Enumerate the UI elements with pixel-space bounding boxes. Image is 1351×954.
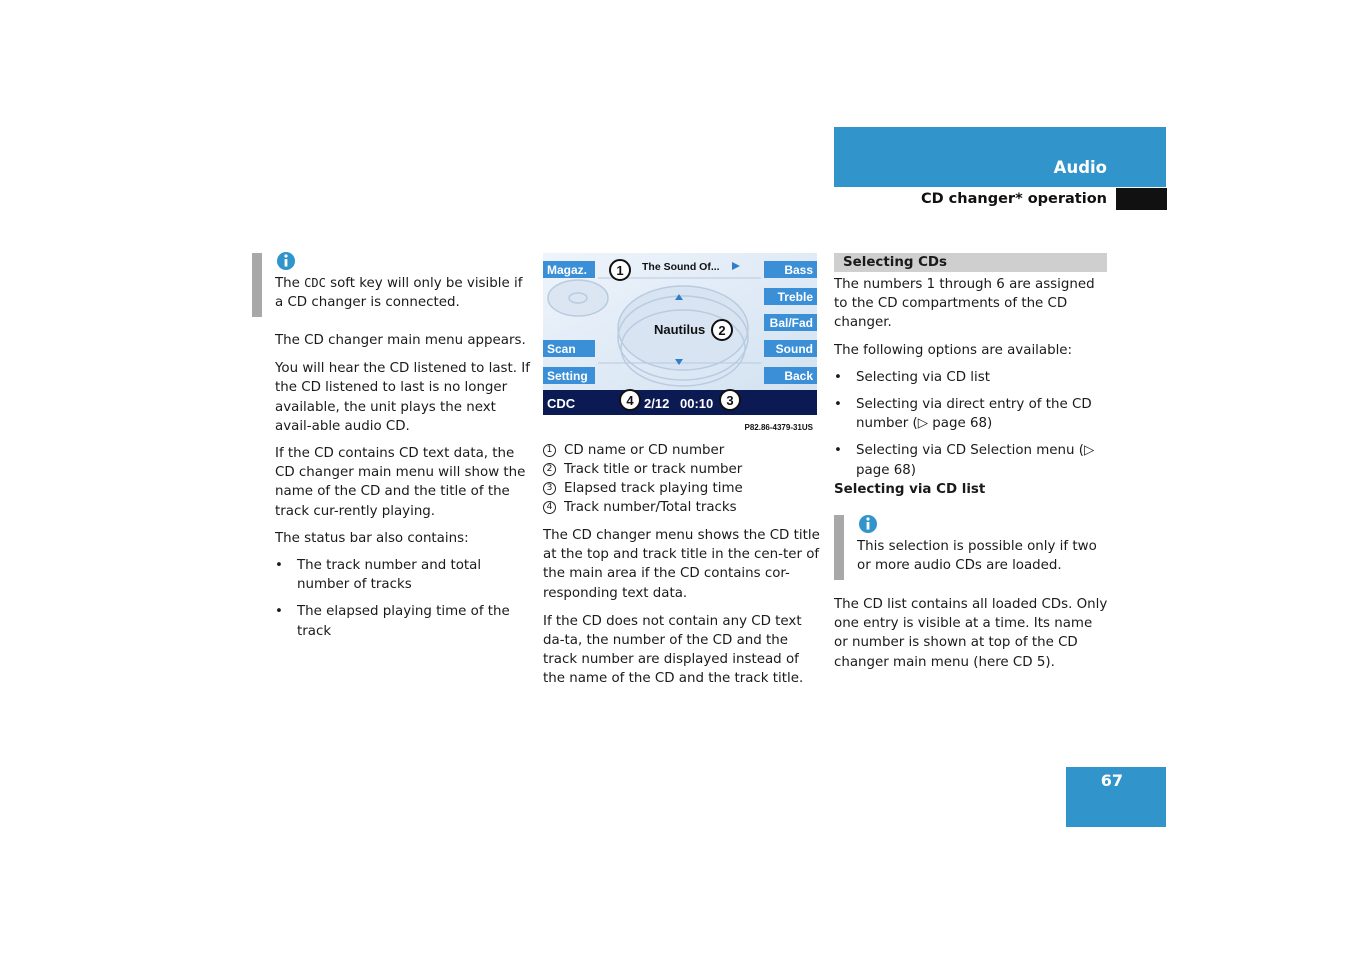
column-1-body <box>275 331 530 649</box>
header-marker <box>1116 188 1167 210</box>
callout-number: 2 <box>718 323 726 338</box>
legend-item <box>543 479 821 498</box>
legend-text: Track number/Total tracks <box>564 499 737 515</box>
info-bar <box>834 515 844 580</box>
callout-2 <box>712 320 732 340</box>
info-bar <box>252 253 262 317</box>
cd-title: The Sound Of... <box>642 261 720 273</box>
list-item: • Selecting via CD Selection menu (▷ page 68) <box>834 441 1110 479</box>
elapsed-time: 00:10 <box>680 396 714 411</box>
softkey-label: Treble <box>777 290 813 304</box>
legend-text: CD name or CD number <box>564 442 725 458</box>
paragraph: If the CD contains CD text data, the CD changer main menu will show the name of the CD and the title of the track cur-rently playing. <box>275 446 526 519</box>
softkey-label: Sound <box>775 342 813 356</box>
paragraph: You will hear the CD listened to last. If the CD listened to last is no longer available, the unit plays the next avail-able audio CD. <box>275 361 530 434</box>
legend-number: 4 <box>543 501 556 514</box>
paragraph: If the CD does not contain any CD text da-ta, the number of the CD and the track number are displayed instead of the name of the CD and the track title. <box>543 613 804 687</box>
paragraph: The CD changer main menu appears. <box>275 333 526 348</box>
info-icon <box>276 251 296 271</box>
subsection-title: CD changer* operation <box>920 191 1107 207</box>
info-icon <box>858 514 878 534</box>
status-label: CDC <box>547 396 576 411</box>
softkey-label: Back <box>784 369 813 383</box>
legend-text: Track title or track number <box>564 461 743 477</box>
paragraph: The CD list contains all loaded CDs. Only one entry is visible at a time. Its name or number is shown at top of the CD changer main menu (here CD 5). <box>834 597 1108 670</box>
options-list <box>834 368 1110 480</box>
list-item: • The elapsed playing time of the track <box>275 602 530 640</box>
legend-number: 2 <box>543 463 556 476</box>
info-note: This selection is possible only if two or more audio CDs are loaded. <box>857 539 1097 574</box>
list-item: • Selecting via CD list <box>834 368 1110 387</box>
info-note <box>275 274 530 312</box>
legend-text: Elapsed track playing time <box>564 480 743 496</box>
callout-number: 3 <box>726 393 734 408</box>
list-item: • The track number and total number of tracks <box>275 556 530 594</box>
subheading: Selecting via CD list <box>834 482 986 497</box>
info-note-post: soft key will only be visible if a CD changer is connected. <box>275 276 523 311</box>
figure-legend <box>543 441 821 517</box>
callout-4 <box>620 390 640 410</box>
paragraph: The numbers 1 through 6 are assigned to the CD compartments of the CD changer. <box>834 277 1095 331</box>
track-counter: 2/12 <box>644 396 670 411</box>
softkey-label: CDC <box>304 276 326 290</box>
softkey-label: Scan <box>547 342 576 356</box>
section-title: Audio <box>1053 158 1107 177</box>
info-note-pre: The <box>275 276 305 291</box>
callout-3 <box>720 390 740 410</box>
legend-item <box>543 441 821 460</box>
status-bar-list <box>275 556 530 641</box>
callout-number: 4 <box>626 393 634 408</box>
paragraph: The following options are available: <box>834 342 1073 358</box>
section-heading <box>834 253 1107 272</box>
callout-1 <box>610 260 630 280</box>
cd-changer-screen-figure <box>543 253 817 435</box>
softkey-label: Magaz. <box>547 263 588 277</box>
paragraph: The CD changer menu shows the CD title at the top and track title in the cen-ter of the main area if the CD contains cor-responding text data. <box>543 528 820 601</box>
legend-number: 1 <box>543 444 556 457</box>
softkey-label: Setting <box>547 369 588 383</box>
track-title: Nautilus <box>654 322 706 337</box>
section-heading-text: Selecting CDs <box>843 255 948 270</box>
callout-number: 1 <box>616 263 624 278</box>
figure-code: P82.86-4379-31US <box>744 423 813 432</box>
legend-item <box>543 460 821 479</box>
legend-number: 3 <box>543 482 556 495</box>
softkey-label: Bass <box>784 263 813 277</box>
page-number: 67 <box>1100 771 1123 790</box>
column-3-body <box>834 275 1110 488</box>
list-item: • Selecting via direct entry of the CD number (▷ page 68) <box>834 395 1110 433</box>
header-band <box>834 127 1166 187</box>
legend-item <box>543 498 821 517</box>
softkey-label: Bal/Fad <box>769 316 813 330</box>
paragraph: The status bar also contains: <box>275 530 469 546</box>
column-2-body <box>543 526 821 689</box>
